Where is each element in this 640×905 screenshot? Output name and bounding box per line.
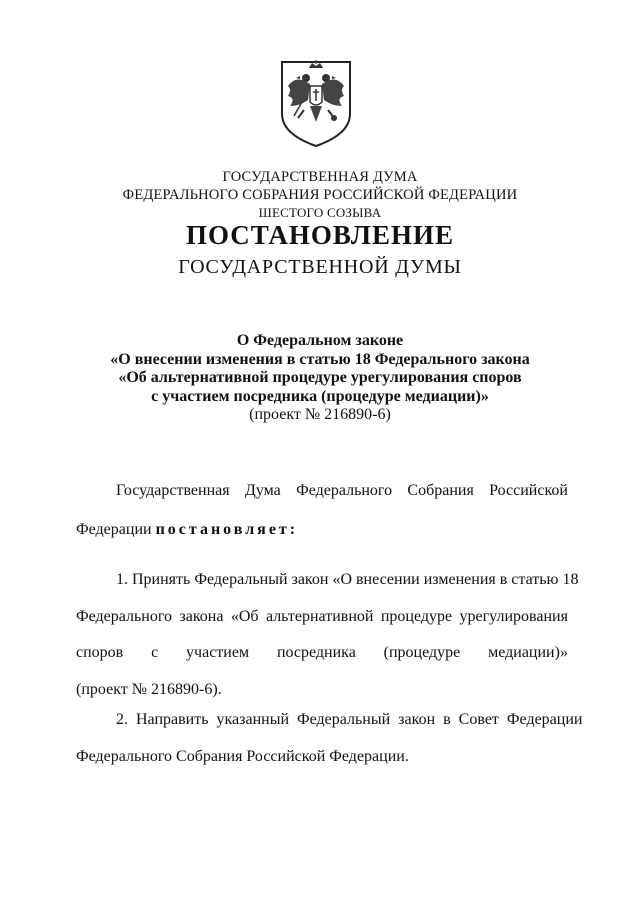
preamble-word: Дума [244,482,281,499]
preamble-line-1 [116,482,568,500]
preamble-word: Российской [489,482,568,499]
document-subtitle: ГОСУДАРСТВЕННОЙ ДУМЫ [178,256,462,278]
subject-project-number: (проект № 216890-6) [249,406,391,423]
preamble-federation: Федерации [76,521,152,538]
item1-word: медиации)» [488,644,568,661]
preamble-word: Собрания [407,482,474,499]
item2-text: 2. Направить указанный Федеральный закон в Совет Федерации [116,711,583,728]
item1-word: альтернативной [265,608,374,625]
document-title: ПОСТАНОВЛЕНИЕ [185,220,455,250]
item1-word: процедуре [380,608,453,625]
item1-line-3 [76,644,568,662]
subject-line-1: О Федеральном законе [236,332,404,349]
org-line-3: ШЕСТОГО СОЗЫВА [258,205,382,220]
org-line-1: ГОСУДАРСТВЕННАЯ ДУМА [222,169,418,185]
subject-line-2: «О внесении изменения в статью 18 Федерального закона [110,350,530,368]
org-line-2: ФЕДЕРАЛЬНОГО СОБРАНИЯ РОССИЙСКОЙ ФЕДЕРАЦИИ [122,187,518,203]
subject-line-4: с участием посредника (процедуре медиации)» [151,387,489,405]
item1-word: с [151,644,159,661]
preamble-word: Государственная [116,482,230,499]
subject-line-3: «Об альтернативной процедуре урегулирования споров [118,369,522,386]
document-subject [0,332,640,425]
item1-word: закона [179,608,224,625]
item1-word: «Об [230,608,259,625]
item1-word: споров [76,644,124,661]
item1-line-2 [76,608,568,626]
item1-word: участием [186,644,250,661]
item1-line-1: 1. Принять Федеральный закон «О внесении изменения в статью 18 [116,571,579,588]
org-header [0,168,640,222]
item1-word: посредника [276,644,356,661]
item1-word: урегулирования [459,608,568,625]
preamble-word: Федерального [296,482,393,499]
item1-word: Федерального [76,608,173,625]
item1-line-4: (проект № 216890-6). [76,681,222,698]
item2-line-1 [116,711,583,729]
preamble-line-2 [76,521,298,539]
item1-word: (процедуре [383,644,461,661]
coat-of-arms-emblem [276,56,356,148]
item2-line-2: Федерального Собрания Российской Федерации. [76,748,409,765]
preamble-resolves: постановляет: [155,521,299,538]
